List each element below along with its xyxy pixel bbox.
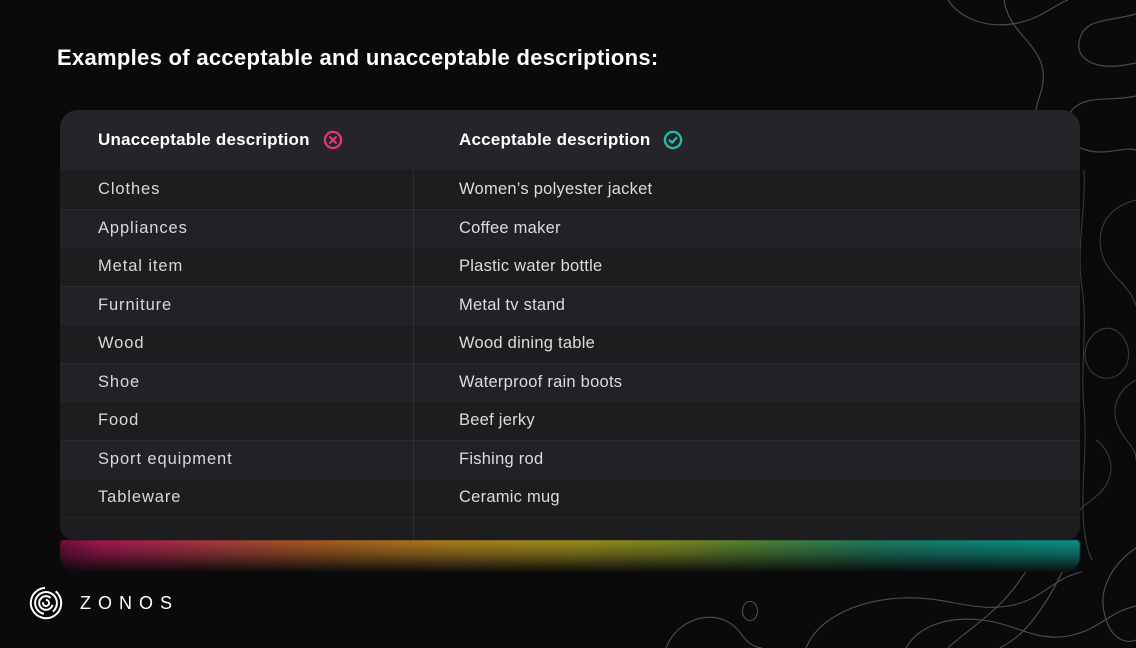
acceptable-value: Women’s polyester jacket — [459, 179, 653, 198]
unacceptable-cell — [60, 479, 413, 517]
zonos-logo — [27, 584, 179, 622]
unacceptable-cell — [60, 287, 413, 325]
unacceptable-value: Furniture — [98, 295, 173, 314]
unacceptable-value: Metal item — [98, 257, 184, 276]
table-row — [60, 170, 1080, 209]
acceptable-cell — [413, 325, 1080, 363]
rainbow-glow — [60, 540, 1080, 572]
unacceptable-header-label: Unacceptable description — [98, 130, 310, 149]
circle-check-icon — [663, 130, 683, 150]
acceptable-cell — [413, 479, 1080, 517]
acceptable-value: Beef jerky — [459, 411, 535, 430]
table-row — [60, 286, 1080, 325]
unacceptable-cell — [60, 364, 413, 402]
circle-x-icon — [323, 130, 343, 150]
acceptable-value: Metal tv stand — [459, 295, 566, 314]
unacceptable-cell — [60, 325, 413, 363]
table-header — [60, 110, 1080, 170]
acceptable-cell — [413, 441, 1080, 479]
unacceptable-value: Shoe — [98, 372, 141, 391]
table-footer-strip — [60, 517, 1080, 541]
acceptable-cell — [413, 170, 1080, 209]
acceptable-cell — [413, 210, 1080, 248]
table-row — [60, 247, 1080, 286]
table-row — [60, 478, 1080, 517]
acceptable-value: Ceramic mug — [459, 488, 560, 507]
acceptable-header-cell — [413, 130, 1080, 150]
table-body — [60, 170, 1080, 517]
acceptable-cell — [413, 248, 1080, 286]
table-row — [60, 401, 1080, 440]
unacceptable-cell — [60, 210, 413, 248]
table-row — [60, 324, 1080, 363]
acceptable-value: Coffee maker — [459, 218, 561, 237]
acceptable-cell — [413, 287, 1080, 325]
unacceptable-value: Wood — [98, 334, 145, 353]
page-title: Examples of acceptable and unacceptable descriptions: — [57, 45, 659, 70]
unacceptable-value: Appliances — [98, 218, 188, 237]
unacceptable-cell — [60, 170, 413, 209]
unacceptable-value: Clothes — [98, 179, 161, 198]
table-row — [60, 209, 1080, 248]
acceptable-value: Waterproof rain boots — [459, 372, 623, 391]
acceptable-cell — [413, 364, 1080, 402]
zonos-logo-text: ZONOS — [80, 592, 180, 613]
zonos-rings-icon — [27, 584, 65, 622]
acceptable-cell — [413, 402, 1080, 440]
table-row — [60, 363, 1080, 402]
descriptions-table — [60, 110, 1080, 540]
acceptable-header-label: Acceptable description — [459, 130, 651, 149]
acceptable-value: Fishing rod — [459, 449, 544, 468]
unacceptable-cell — [60, 402, 413, 440]
unacceptable-cell — [60, 441, 413, 479]
column-divider — [413, 170, 414, 540]
acceptable-value: Wood dining table — [459, 334, 596, 353]
unacceptable-value: Sport equipment — [98, 449, 233, 468]
unacceptable-header-cell — [60, 130, 413, 150]
unacceptable-value: Tableware — [98, 488, 182, 507]
unacceptable-cell — [60, 248, 413, 286]
unacceptable-value: Food — [98, 411, 140, 430]
acceptable-value: Plastic water bottle — [459, 257, 603, 276]
table-row — [60, 440, 1080, 479]
